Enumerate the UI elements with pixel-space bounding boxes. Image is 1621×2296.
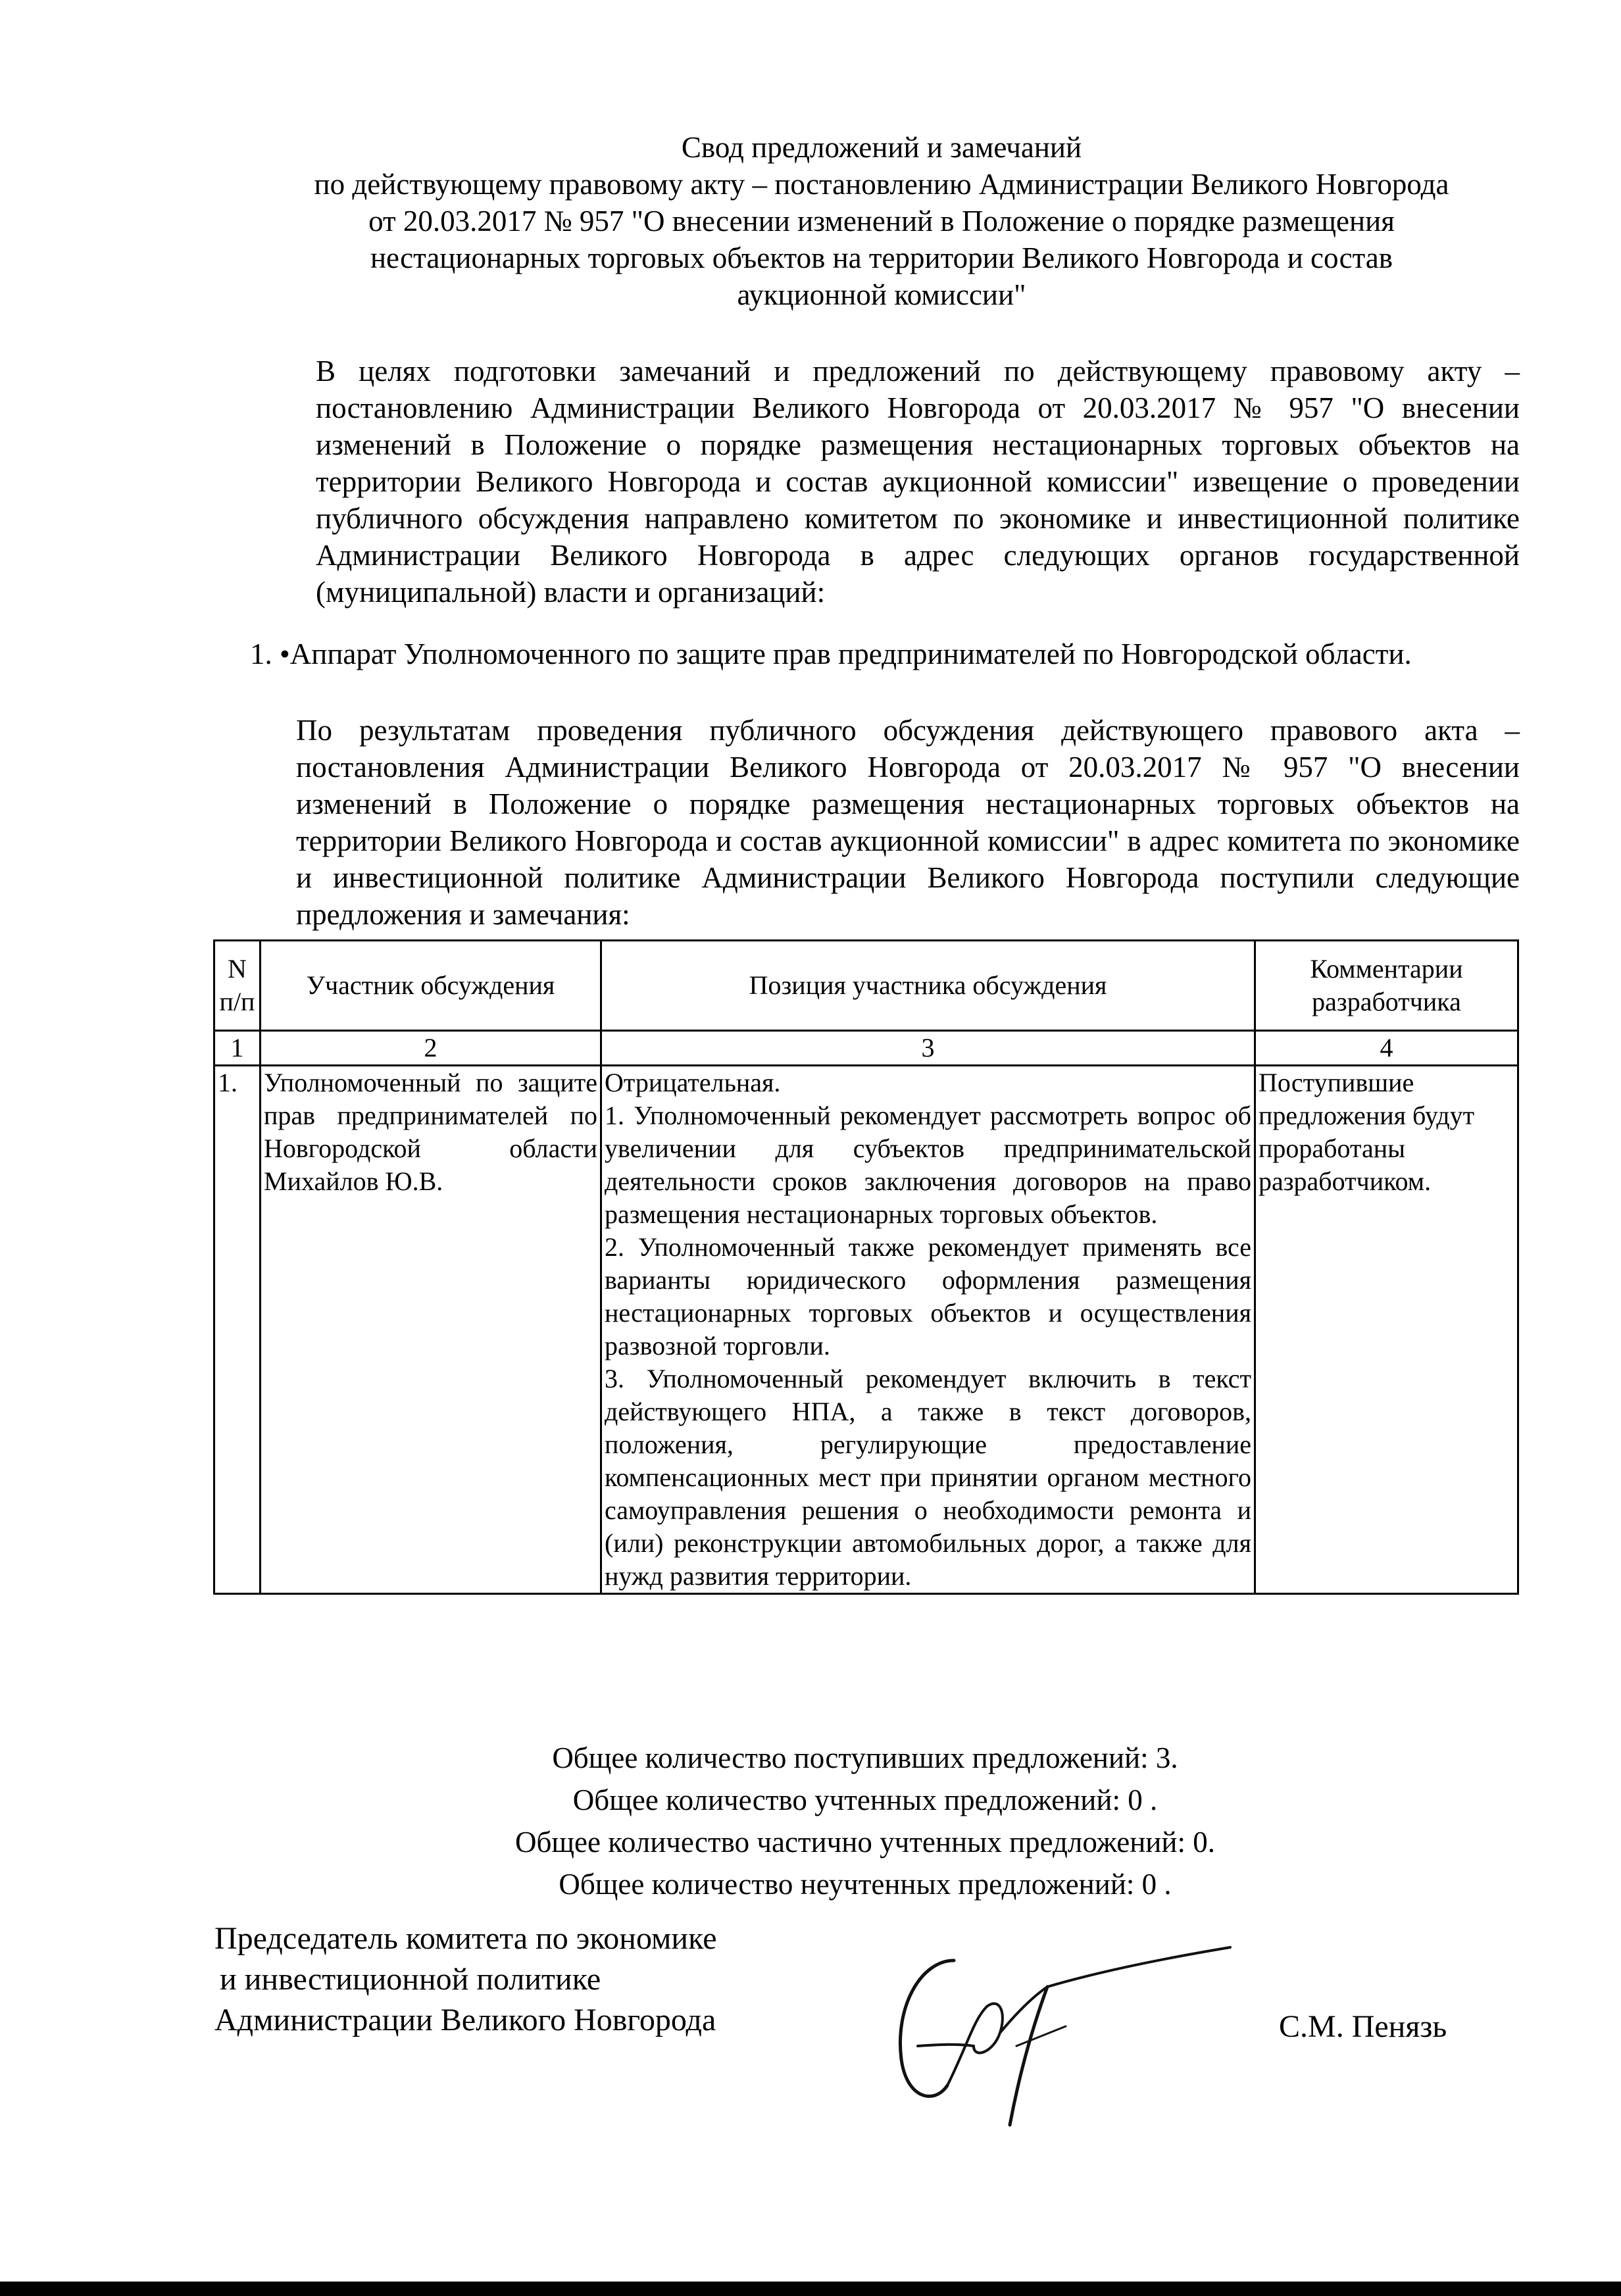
column-number: 2: [261, 1031, 601, 1066]
title-line: нестационарных торговых объектов на территории Великого Новгорода и состав: [370, 241, 1393, 274]
title-line: от 20.03.2017 № 957 "О внесении изменений в Положение о порядке размещения: [368, 205, 1395, 237]
position-item: 1. Уполномоченный рекомендует рассмотреть вопрос об увеличении для субъектов предпринимательской деятельности сроков заключения договоров на право размещения нестационарных торговых объектов.: [605, 1101, 1251, 1229]
position-item: 3. Уполномоченный рекомендует включить в текст действующего НПА, а также в текст договоров, положения, регулирующие предоставление компенсационных мест при принятии органом местного самоуправления решения о необходимости ремонта и (или) реконструкции автомобильных дорог, а также для нужд развития территории.: [605, 1364, 1251, 1591]
recipients-list: [217, 636, 1520, 672]
signer-role-line: Председатель комитета по экономике: [214, 1921, 717, 1956]
title-line: аукционной комиссии": [737, 278, 1026, 311]
intro-paragraph: [217, 353, 1520, 611]
results-paragraph: [217, 712, 1520, 933]
handwritten-signature: [875, 1934, 1243, 2132]
total-accepted: Общее количество учтенных предложений: 0 .: [572, 1784, 1158, 1816]
table-header-row: [214, 941, 1518, 1031]
total-partial: Общее количество частично учтенных предложений: 0.: [515, 1826, 1215, 1859]
position-cell: [601, 1066, 1255, 1594]
total-received: Общее количество поступивших предложений: 3.: [552, 1741, 1178, 1774]
comment-cell: Поступившие предложения будут проработаны разработчиком.: [1255, 1066, 1518, 1594]
recipient-item: 1. •Аппарат Уполномоченного по защите прав предпринимателей по Новгородской области.: [250, 637, 1412, 670]
totals-summary: [197, 1737, 1533, 1905]
document-title: [197, 129, 1566, 313]
signer-name: С.М. Пенязь: [1279, 2009, 1447, 2044]
title-line: Свод предложений и замечаний: [681, 131, 1082, 164]
title-line: по действующему правовому акту – постановлению Администрации Великого Новгорода: [314, 168, 1449, 201]
total-rejected: Общее количество неучтенных предложений: 0 .: [559, 1868, 1172, 1901]
signer-role-line: Администрации Великого Новгорода: [214, 2003, 716, 2037]
signer-role-line: и инвестиционной политике: [220, 1962, 601, 1997]
results-text: По результатам проведения публичного обсуждения действующего правового акта – постановления Администрации Великого Новгорода от 20.03.2017 № 957 "О внесении изменений в Положение о порядке размещения нестационарных торговых объектов на территории Великого Новгорода и состав аукционной комиссии" в адрес комитета по экономике и инвестиционной политике Администрации Великого Новгорода поступили следующие предложения и замечания:: [296, 714, 1520, 931]
table-row: [214, 1066, 1518, 1594]
proposals-table: [213, 939, 1519, 1595]
position-verdict: Отрицательная.: [605, 1068, 781, 1097]
column-number: 4: [1255, 1031, 1518, 1066]
participant-cell: Уполномоченный по защите прав предпринимателей по Новгородской области Михайлов Ю.В.: [261, 1066, 601, 1594]
position-item: 2. Уполномоченный также рекомендует применять все варианты юридического оформления размещения нестационарных торговых объектов и осуществления развозной торговли.: [605, 1232, 1251, 1360]
scan-edge-bar: [0, 2282, 1621, 2296]
header-cell-comment: Комментарии разработчика: [1255, 941, 1518, 1031]
signer-title: [214, 1918, 717, 2041]
column-number-row: [214, 1031, 1518, 1066]
row-number: 1.: [214, 1066, 261, 1594]
header-cell-number: N п/п: [214, 941, 261, 1031]
header-cell-position: Позиция участника обсуждения: [601, 941, 1255, 1031]
intro-text: В целях подготовки замечаний и предложений по действующему правовому акту – постановлению Администрации Великого Новгорода от 20.03.2017 № 957 "О внесении изменений в Положение о порядке размещения нестационарных торговых объектов на территории Великого Новгорода и состав аукционной комиссии" извещение о проведении публичного обсуждения направлено комитетом по экономике и инвестиционной политике Администрации Великого Новгорода в адрес следующих органов государственной (муниципальной) власти и организаций:: [316, 355, 1520, 609]
header-cell-participant: Участник обсуждения: [261, 941, 601, 1031]
column-number: 1: [214, 1031, 261, 1066]
column-number: 3: [601, 1031, 1255, 1066]
